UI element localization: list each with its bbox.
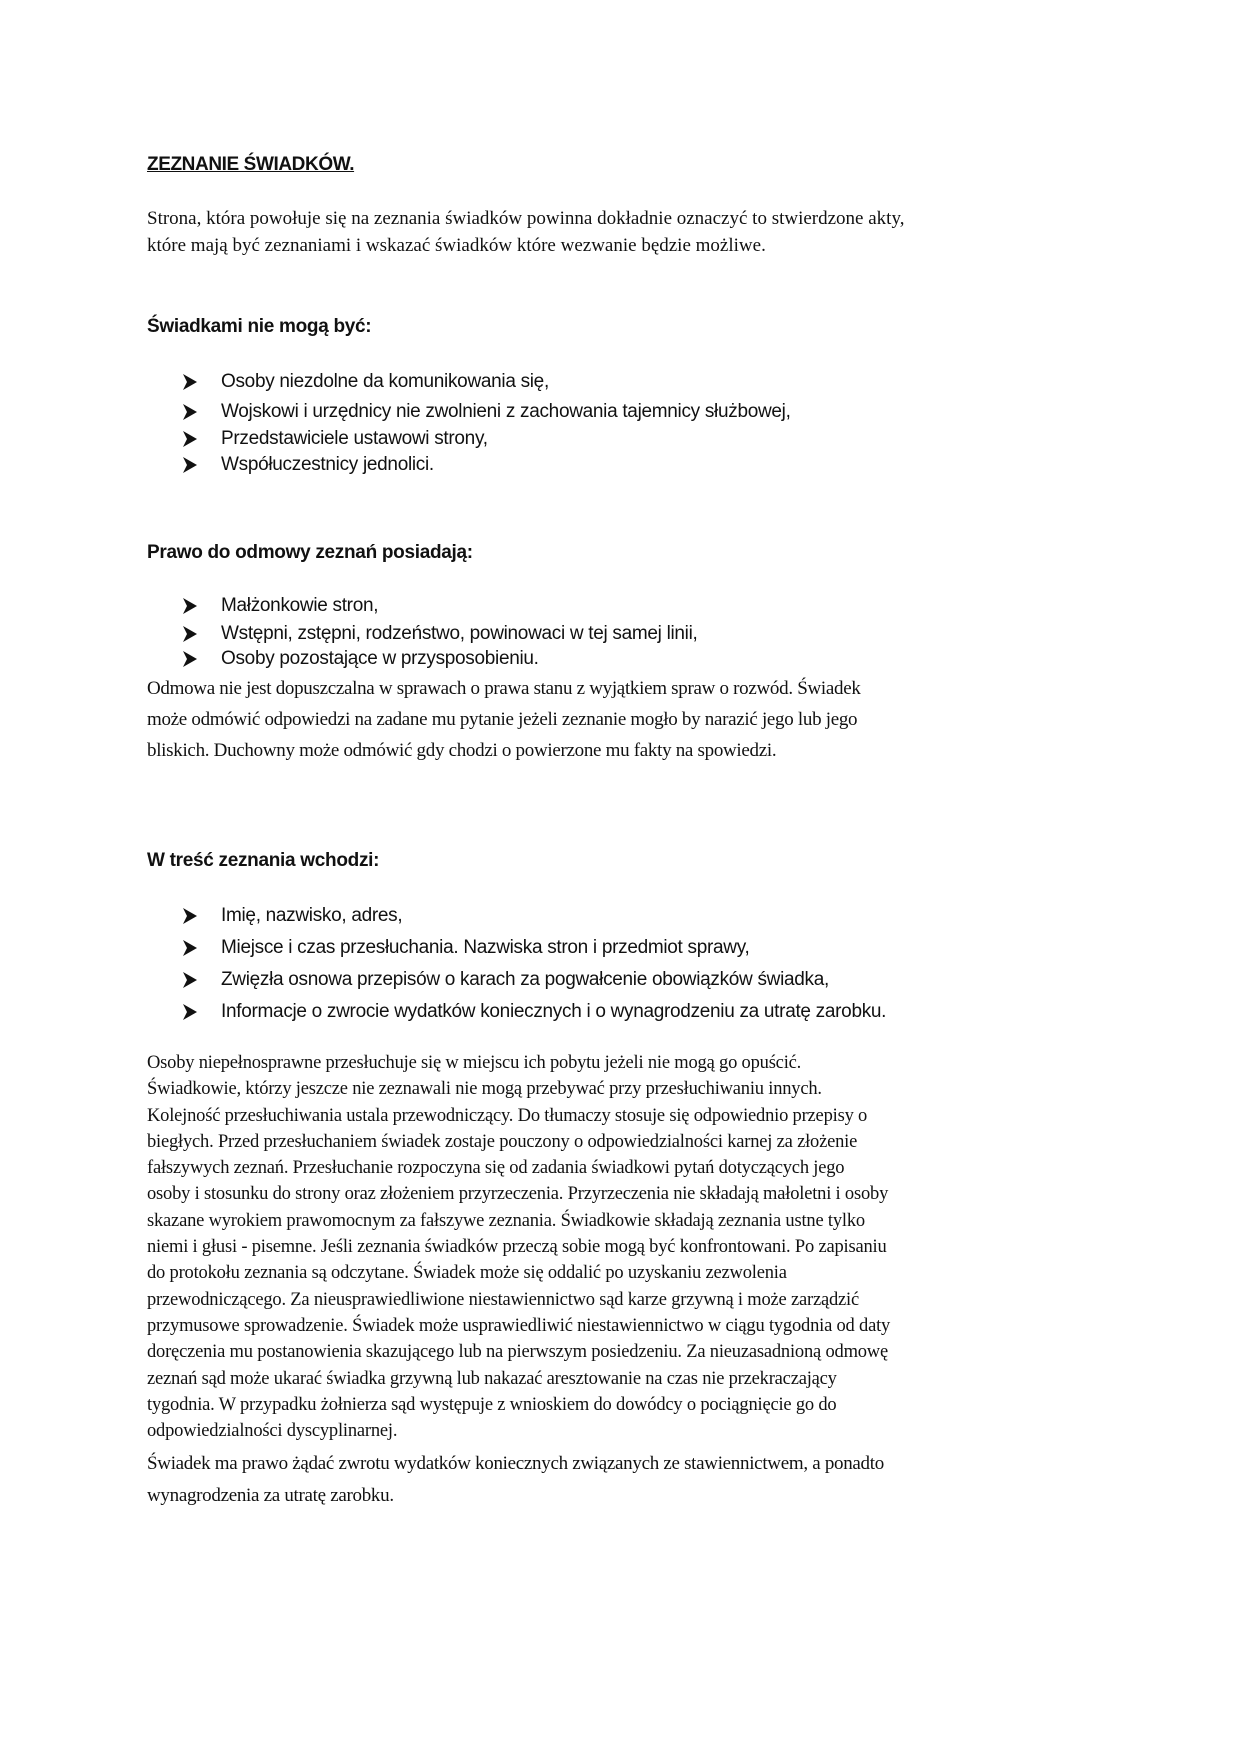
list-item (183, 367, 791, 397)
paragraph-line: wynagrodzenia za utratę zarobku. (147, 1485, 394, 1506)
paragraph-line: Świadkowie, którzy jeszcze nie zeznawali nie mogą przebywać przy przesłuchiwaniu innych. (147, 1079, 822, 1100)
list-item (183, 452, 791, 478)
paragraph-line: Odmowa nie jest dopuszczalna w sprawach o prawa stanu z wyjątkiem spraw o rozwód. Świadek (147, 678, 861, 699)
list-item-text: Przedstawiciele ustawowi strony, (221, 428, 488, 449)
paragraph-line: przymusowe sprowadzenie. Świadek może usprawiedliwić niestawiennictwo w ciągu tygodnia od daty (147, 1315, 891, 1336)
arrowhead-bullet-icon (183, 404, 221, 420)
arrowhead-bullet-icon (183, 626, 221, 642)
document-title: ZEZNANIE ŚWIADKÓW. (147, 154, 355, 175)
section-heading-witnesses-excluded: Świadkami nie mogą być: (147, 316, 372, 337)
paragraph-line: fałszywych zeznań. Przesłuchanie rozpoczyna się od zadania świadkowi pytań dotyczących jego (147, 1158, 845, 1179)
arrowhead-bullet-icon (183, 940, 221, 956)
section-heading-testimony-content: W treść zeznania wchodzi: (147, 850, 380, 871)
list-item (183, 397, 791, 426)
paragraph-line: niemi i głusi - pisemne. Jeśli zeznania świadków przeczą sobie mogą być konfrontowani. Po zapisaniu (147, 1237, 887, 1258)
arrowhead-bullet-icon (183, 1004, 221, 1020)
list-item-text: Informacje o zwrocie wydatków koniecznych i o wynagrodzeniu za utratę zarobku. (221, 1001, 887, 1022)
paragraph-line: Osoby niepełnosprawne przesłuchuje się w miejscu ich pobytu jeżeli nie mogą go opuścić. (147, 1053, 802, 1073)
intro-line: które mają być zeznaniami i wskazać świadków które wezwanie będzie możliwe. (147, 235, 766, 256)
list-item (183, 647, 698, 671)
paragraph-line: biegłych. Przed przesłuchaniem świadek zostaje pouczony o odpowiedzialności karnej za złożenie (147, 1131, 858, 1152)
list-item-text: Zwięzła osnowa przepisów o karach za pogwałcenie obowiązków świadka, (221, 969, 829, 990)
arrowhead-bullet-icon (183, 598, 221, 614)
refusal-paragraph (147, 673, 1107, 766)
paragraph-line: skazane wyrokiem prawomocnym za fałszywe zeznania. Świadkowie składają zeznania ustne tylko (147, 1210, 865, 1231)
paragraph-line: do protokołu zeznania są odczytane. Świadek może się oddalić po uzyskaniu zezwolenia (147, 1263, 787, 1284)
paragraph-line: osoby i stosunku do strony oraz złożeniem przyrzeczenia. Przyrzeczenia nie składają małoletni i osoby (147, 1184, 889, 1205)
closing-paragraph (147, 1448, 1107, 1512)
intro-paragraph (147, 205, 1087, 259)
list-item-text: Osoby niezdolne da komunikowania się, (221, 371, 549, 392)
paragraph-line: Świadek ma prawo żądać zwrotu wydatków koniecznych związanych ze stawiennictwem, a ponadto (147, 1453, 884, 1474)
arrowhead-bullet-icon (183, 457, 221, 473)
list-item (183, 592, 698, 620)
list-item-text: Wojskowi i urzędnicy nie zwolnieni z zachowania tajemnicy służbowej, (221, 400, 791, 422)
list-item-text: Małżonkowie stron, (221, 595, 379, 616)
paragraph-line: doręczenia mu postanowienia skazującego lub na pierwszym posiedzeniu. Za nieuzasadnioną odmowę (147, 1342, 888, 1363)
intro-line: Strona, która powołuje się na zeznania świadków powinna dokładnie oznaczyć to stwierdzone akty, (147, 208, 905, 229)
arrowhead-bullet-icon (183, 374, 221, 390)
paragraph-line: bliskich. Duchowny może odmówić gdy chodzi o powierzone mu fakty na spowiedzi. (147, 740, 777, 761)
list-item-text: Wstępni, zstępni, rodzeństwo, powinowaci w tej samej linii, (221, 622, 698, 644)
arrowhead-bullet-icon (183, 908, 221, 924)
refusal-right-list (183, 592, 698, 671)
arrowhead-bullet-icon (183, 972, 221, 988)
list-item (183, 900, 886, 932)
paragraph-line: może odmówić odpowiedzi na zadane mu pytanie jeżeli zeznanie mogło by narazić jego lub jego (147, 709, 858, 730)
list-item (183, 996, 886, 1028)
list-item (183, 964, 886, 996)
excluded-witnesses-list (183, 367, 791, 478)
list-item-text: Miejsce i czas przesłuchania. Nazwiska stron i przedmiot sprawy, (221, 937, 750, 958)
paragraph-line: odpowiedzialności dyscyplinarnej. (147, 1421, 398, 1442)
paragraph-line: zeznań sąd może ukarać świadka grzywną lub nakazać aresztowanie na czas nie przekraczający (147, 1368, 837, 1389)
body-paragraph (147, 1050, 1117, 1444)
arrowhead-bullet-icon (183, 651, 221, 667)
list-item (183, 932, 886, 964)
paragraph-line: przewodniczącego. Za nieusprawiedliwione niestawiennictwo sąd karze grzywną i może zarządzić (147, 1289, 860, 1310)
paragraph-line: tygodnia. W przypadku żołnierza sąd występuje z wnioskiem do dowódcy o pociągnięcie go do (147, 1394, 837, 1415)
paragraph-line: Kolejność przesłuchiwania ustala przewodniczący. Do tłumaczy stosuje się odpowiednio przepisy o (147, 1105, 868, 1126)
section-heading-refusal-right: Prawo do odmowy zeznań posiadają: (147, 542, 473, 563)
list-item-text: Współuczestnicy jednolici. (221, 454, 434, 475)
testimony-content-list (183, 900, 886, 1028)
arrowhead-bullet-icon (183, 431, 221, 447)
list-item-text: Imię, nazwisko, adres, (221, 905, 403, 926)
list-item (183, 620, 698, 647)
list-item (183, 426, 791, 452)
list-item-text: Osoby pozostające w przysposobieniu. (221, 648, 539, 669)
